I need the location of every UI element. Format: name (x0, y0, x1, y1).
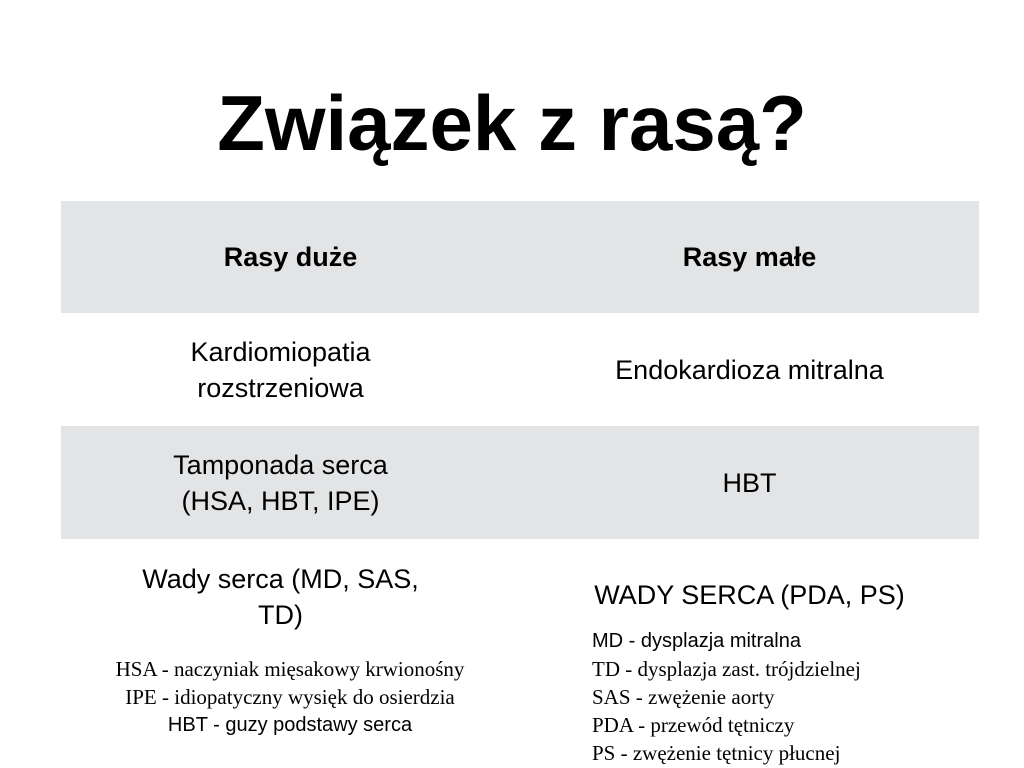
header-large-breeds: Rasy duże (223, 242, 358, 272)
cell-text-line: Tamponada serca (173, 449, 388, 480)
header-small-breeds: Rasy małe (682, 242, 817, 272)
abbreviation: MD (592, 630, 624, 652)
cell-small-1 (520, 313, 979, 426)
abbreviation-note (592, 627, 972, 655)
abbreviation: TD (592, 657, 620, 681)
table-row (61, 313, 979, 426)
abbreviation: IPE (125, 685, 157, 709)
abbreviation: PDA (592, 713, 633, 737)
table-row (61, 426, 979, 539)
breed-comparison-table (61, 201, 979, 647)
abbreviation-definition: - przewód tętniczy (632, 713, 795, 737)
abbreviation-note (592, 711, 972, 739)
cell-large-3 (61, 539, 520, 647)
table-header-row (61, 201, 979, 313)
abbreviation-note (80, 655, 500, 683)
abbreviations-left (80, 655, 500, 739)
abbreviation-definition: - idiopatyczny wysięk do osierdzia (156, 685, 455, 709)
cell-text-line: TD) (258, 600, 303, 630)
slide-title: Związek z rasą? (217, 79, 807, 167)
abbreviation-definition: - naczyniak mięsakowy krwionośny (156, 657, 465, 681)
abbreviation-note (592, 739, 972, 767)
cell-large-2 (61, 426, 520, 539)
abbreviation-definition: - guzy podstawy serca (207, 714, 413, 736)
abbreviation-definition: - dysplazja zast. trójdzielnej (620, 657, 861, 681)
cell-large-1 (61, 313, 520, 426)
abbreviation-note (592, 655, 972, 683)
abbreviation-note (80, 683, 500, 711)
abbreviation: SAS (592, 685, 631, 709)
cell-text-line: HBT (722, 467, 777, 498)
cell-text-line: Kardiomiopatia (190, 336, 371, 367)
abbreviations-right (592, 627, 972, 767)
cell-small-2 (520, 426, 979, 539)
abbreviation-note (592, 683, 972, 711)
abbreviation: PS (592, 741, 616, 765)
cell-text-line: Wady serca (MD, SAS, (142, 564, 419, 594)
cell-text-line: WADY SERCA (PDA, PS) (594, 580, 905, 610)
abbreviation: HBT (167, 714, 208, 736)
cell-text-line: Endokardioza mitralna (615, 354, 884, 385)
abbreviation-definition: - zwężenie tętnicy płucnej (615, 741, 841, 765)
abbreviation-definition: - zwężenie aorty (630, 685, 775, 709)
abbreviation-definition: - dysplazja mitralna (623, 630, 801, 652)
cell-text-line: rozstrzeniowa (197, 372, 364, 403)
abbreviation: HSA (115, 657, 157, 681)
cell-text-line: (HSA, HBT, IPE) (181, 485, 380, 516)
abbreviation-note (80, 711, 500, 739)
